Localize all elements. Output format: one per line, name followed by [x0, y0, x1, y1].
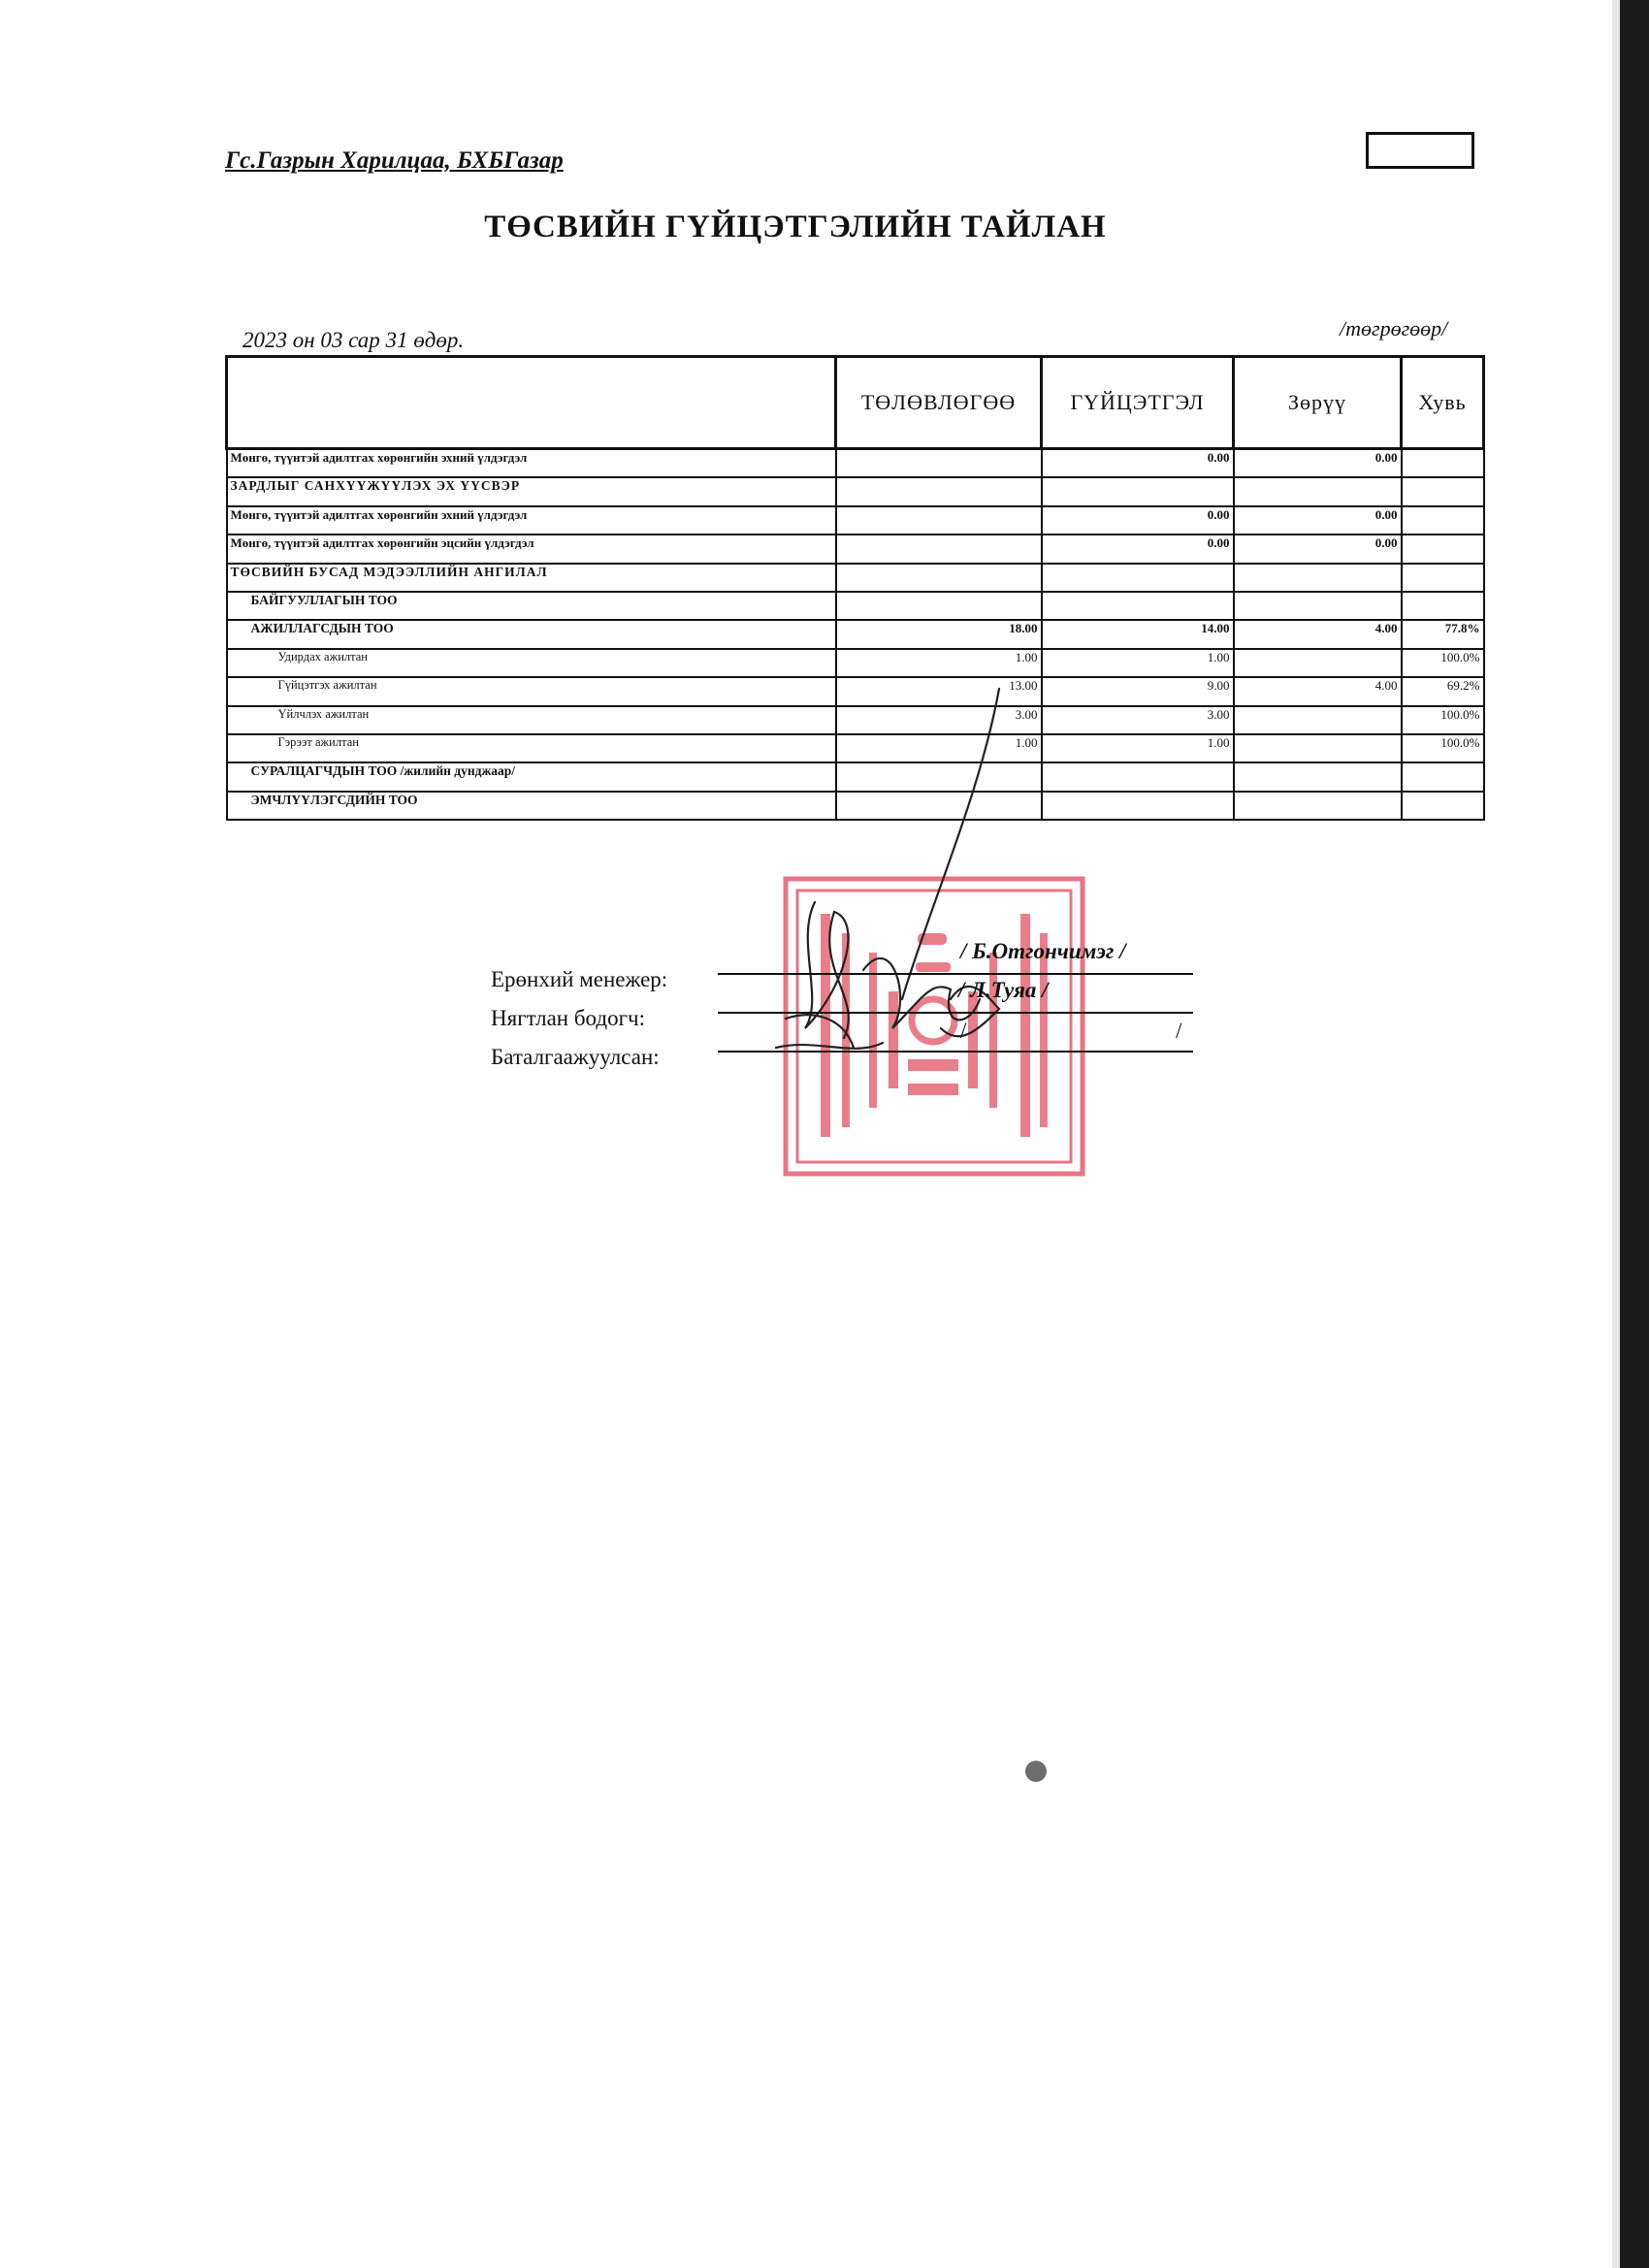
- column-header-actual: ГҮЙЦЭТГЭЛ: [1042, 357, 1234, 449]
- percent-cell: [1402, 564, 1484, 592]
- actual-cell: 0.00: [1042, 535, 1234, 563]
- plan-cell: 1.00: [836, 734, 1042, 762]
- diff-cell: [1234, 477, 1402, 505]
- table-row: [227, 506, 1484, 535]
- percent-cell: 100.0%: [1402, 706, 1484, 734]
- percent-cell: 100.0%: [1402, 649, 1484, 677]
- plan-cell: [836, 592, 1042, 620]
- currency-unit: /төгрөгөөр/: [1340, 316, 1448, 340]
- scan-edge: [1620, 0, 1649, 2268]
- diff-cell: 4.00: [1234, 677, 1402, 705]
- actual-cell: [1042, 564, 1234, 592]
- report-title-text: ТӨСВИЙН ГҮЙЦЭТГЭЛИЙН ТАЙЛАН: [484, 210, 1107, 244]
- signature-role-manager: Ерөнхий менежер:: [491, 967, 668, 991]
- row-label: Үйлчлэх ажилтан: [227, 706, 836, 734]
- plan-cell: 1.00: [836, 649, 1042, 677]
- diff-cell: 4.00: [1234, 620, 1402, 648]
- percent-cell: [1402, 762, 1484, 791]
- percent-cell: 100.0%: [1402, 734, 1484, 762]
- row-label: Мөнгө, түүнтэй адилтгах хөрөнгийн эцсийн үлдэгдэл: [227, 535, 836, 563]
- percent-cell: [1402, 506, 1484, 535]
- report-title: [0, 210, 1649, 245]
- plan-cell: [836, 535, 1042, 563]
- signature-name-verified: / /: [960, 1019, 1182, 1043]
- row-label: Удирдах ажилтан: [227, 649, 836, 677]
- percent-cell: [1402, 477, 1484, 505]
- diff-cell: 0.00: [1234, 449, 1402, 478]
- table-row: [227, 649, 1484, 677]
- diff-cell: [1234, 592, 1402, 620]
- row-label: Мөнгө, түүнтэй адилтгах хөрөнгийн эхний үлдэгдэл: [227, 506, 836, 535]
- row-label: ТӨСВИЙН БУСАД МЭДЭЭЛЛИЙН АНГИЛАЛ: [227, 564, 836, 592]
- actual-cell: 14.00: [1042, 620, 1234, 648]
- column-header-label: [227, 357, 836, 449]
- plan-cell: [836, 564, 1042, 592]
- document-number-box: [1366, 132, 1474, 169]
- signature-name-manager: / Б.Отгончимэг /: [960, 939, 1126, 963]
- signature-line-manager: [718, 973, 1193, 975]
- diff-cell: [1234, 564, 1402, 592]
- percent-cell: [1402, 592, 1484, 620]
- column-header-percent: Хувь: [1402, 357, 1484, 449]
- plan-cell: [836, 506, 1042, 535]
- table-row: [227, 592, 1484, 620]
- percent-cell: [1402, 449, 1484, 478]
- plan-cell: 18.00: [836, 620, 1042, 648]
- report-date: 2023 он 03 сар 31 өдөр.: [242, 328, 465, 352]
- signature-line-accountant: [718, 1012, 1193, 1014]
- actual-cell: 9.00: [1042, 677, 1234, 705]
- diff-cell: [1234, 649, 1402, 677]
- percent-cell: 77.8%: [1402, 620, 1484, 648]
- actual-cell: 0.00: [1042, 449, 1234, 478]
- signature-line-verified: [718, 1051, 1193, 1053]
- actual-cell: [1042, 592, 1234, 620]
- plan-cell: [836, 477, 1042, 505]
- column-header-diff: Зөрүү: [1234, 357, 1402, 449]
- table-row: [227, 449, 1484, 478]
- scan-edge-shadow: [1612, 0, 1620, 2268]
- organization-name: Гс.Газрын Харилцаа, БХБГазар: [225, 147, 564, 174]
- row-label: БАЙГУУЛЛАГЫН ТОО: [227, 592, 836, 620]
- row-label: Мөнгө, түүнтэй адилтгах хөрөнгийн эхний үлдэгдэл: [227, 449, 836, 478]
- row-label: АЖИЛЛАГСДЫН ТОО: [227, 620, 836, 648]
- table-row: [227, 477, 1484, 505]
- column-header-plan: ТӨЛӨВЛӨГӨӨ: [836, 357, 1042, 449]
- actual-cell: 3.00: [1042, 706, 1234, 734]
- actual-cell: 1.00: [1042, 734, 1234, 762]
- plan-cell: [836, 449, 1042, 478]
- row-label: ЗАРДЛЫГ САНХҮҮЖҮҮЛЭХ ЭХ ҮҮСВЭР: [227, 477, 836, 505]
- plan-cell: 3.00: [836, 706, 1042, 734]
- actual-cell: [1042, 477, 1234, 505]
- scan-spot: [1025, 1761, 1047, 1782]
- percent-cell: 69.2%: [1402, 677, 1484, 705]
- row-label: СУРАЛЦАГЧДЫН ТОО /жилийн дунджаар/: [227, 762, 836, 791]
- percent-cell: [1402, 535, 1484, 563]
- row-label: ЭМЧЛҮҮЛЭГСДИЙН ТОО: [227, 792, 836, 820]
- row-label: Гэрээт ажилтан: [227, 734, 836, 762]
- plan-cell: 13.00: [836, 677, 1042, 705]
- signature-role-accountant: Нягтлан бодогч:: [491, 1006, 645, 1030]
- table-row: [227, 535, 1484, 563]
- diff-cell: 0.00: [1234, 506, 1402, 535]
- table-row: [227, 620, 1484, 648]
- percent-cell: [1402, 792, 1484, 820]
- signature-name-accountant: / Л.Туяа /: [958, 978, 1049, 1002]
- signature-role-verified: Баталгаажуулсан:: [491, 1045, 660, 1069]
- actual-cell: 0.00: [1042, 506, 1234, 535]
- table-header-row: [227, 357, 1484, 449]
- diff-cell: 0.00: [1234, 535, 1402, 563]
- actual-cell: 1.00: [1042, 649, 1234, 677]
- table-row: [227, 564, 1484, 592]
- row-label: Гүйцэтгэх ажилтан: [227, 677, 836, 705]
- signature-block: [491, 960, 667, 1077]
